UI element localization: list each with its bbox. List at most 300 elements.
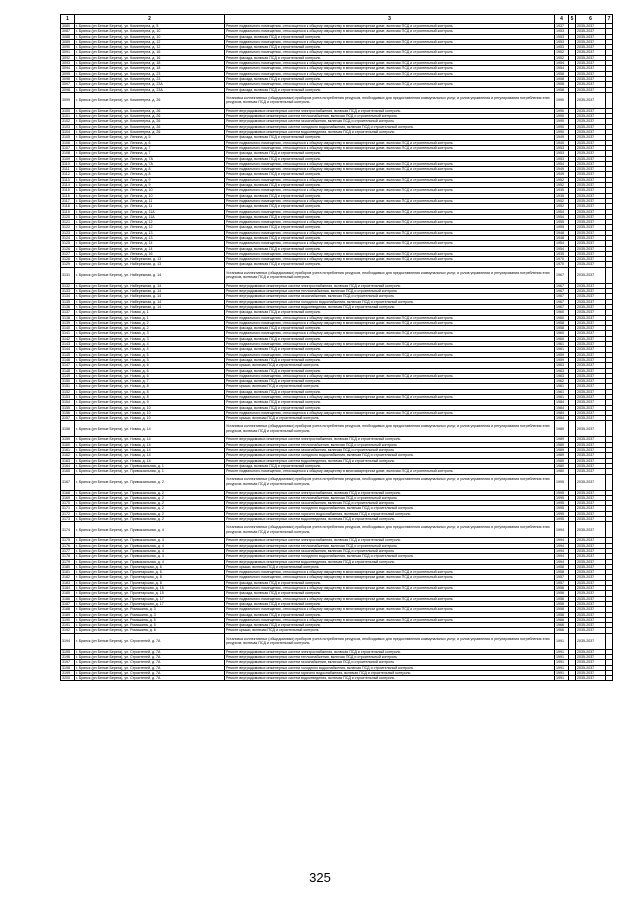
period-cell: 2035-2037: [576, 156, 606, 161]
work-type-cell: Ремонт внутридомовых инженерных систем холодного водоснабжения, включая ПСД и строительный контроль: [225, 665, 555, 670]
work-type-cell: Ремонт фасада, включая ПСД и строительный контроль: [225, 34, 555, 39]
period-cell: 2035-2037: [576, 262, 606, 267]
address-cell: г. Брянск (рп Белые Берега), ул. Привокзальная, д. 1: [75, 463, 225, 468]
period-cell: 2035-2037: [576, 209, 606, 214]
year-cell: 1960: [555, 336, 569, 341]
address-cell: г. Брянск (рп Белые Берега), ул. Коминтерна, д. 23А: [75, 82, 225, 87]
year-cell: 1957: [555, 580, 569, 585]
row-number-cell: 3181: [61, 570, 75, 575]
address-cell: г. Брянск (рп Белые Берега), ул. Новая, д. 14: [75, 421, 225, 437]
year-cell: 1984: [555, 400, 569, 405]
header-cell: 6: [576, 15, 606, 24]
header-cell: 7: [606, 15, 613, 24]
row-number-cell: 3169: [61, 495, 75, 500]
year-cell: 1960: [555, 315, 569, 320]
row-number-cell: 3152: [61, 389, 75, 394]
period-cell: 2035-2037: [576, 135, 606, 140]
period-cell: 2035-2037: [576, 357, 606, 362]
address-cell: г. Брянск (рп Белые Берега), ул. Новая, д. 3: [75, 336, 225, 341]
period-cell: 2035-2037: [576, 559, 606, 564]
work-type-cell: Ремонт фасада, включая ПСД и строительный контроль: [225, 405, 555, 410]
work-type-cell: Ремонт фасада, включая ПСД и строительный контроль: [225, 87, 555, 92]
year-cell: 1995: [555, 495, 569, 500]
row-number-cell: 3131: [61, 267, 75, 283]
address-cell: г. Брянск (рп Белые Берега), ул. Привокзальная, д. 2: [75, 501, 225, 506]
work-type-cell: Ремонт подвального помещения, относящегося к общему имуществу в многоквартирном доме, включая ПСД и строительный контроль: [225, 161, 555, 166]
period-cell: 2035-2037: [576, 591, 606, 596]
period-cell: 2035-2037: [576, 299, 606, 304]
work-type-cell: Ремонт подвального помещения, относящегося к общему имуществу в многоквартирном доме, включая ПСД и строительный контроль: [225, 586, 555, 591]
year-cell: 1952: [555, 55, 569, 60]
period-cell: 2035-2037: [576, 188, 606, 193]
address-cell: г. Брянск (рп Белые Берега), ул. Ленина, д. 10: [75, 188, 225, 193]
row-number-cell: 3156: [61, 410, 75, 415]
work-type-cell: Ремонт подвального помещения, относящегося к общему имуществу в многоквартирном доме, включая ПСД и строительный контроль: [225, 188, 555, 193]
empty-cell: [569, 92, 576, 108]
year-cell: 1967: [555, 289, 569, 294]
work-type-cell: Ремонт внутридомовых инженерных систем газоснабжения, включая ПСД и строительный контроль: [225, 448, 555, 453]
address-cell: г. Брянск (рп Белые Берега), ул. Новая, д. 1: [75, 315, 225, 320]
work-type-cell: Ремонт подвального помещения, относящегося к общему имуществу в многоквартирном доме, включая ПСД и строительный контроль: [225, 24, 555, 29]
work-type-cell: Ремонт фасада, включая ПСД и строительный контроль: [225, 204, 555, 209]
period-cell: 2035-2037: [576, 225, 606, 230]
period-cell: 2035-2037: [576, 448, 606, 453]
address-cell: г. Брянск (рп Белые Берега), ул. Набережная, д. 14: [75, 283, 225, 288]
address-cell: г. Брянск (рп Белые Берега), ул. Коминтерна, д. 23А: [75, 87, 225, 92]
row-number-cell: 3112: [61, 172, 75, 177]
year-cell: 1970: [555, 257, 569, 262]
row-number-cell: 3142: [61, 336, 75, 341]
address-cell: г. Брянск (рп Белые Берега), ул. Коминтерна, д. 12: [75, 39, 225, 44]
row-number-cell: 3109: [61, 156, 75, 161]
work-type-cell: Ремонт внутридомовых инженерных систем холодного водоснабжения, включая ПСД и строительный контроль: [225, 506, 555, 511]
address-cell: г. Брянск (рп Белые Берега), ул. Ленина, д. 7А: [75, 161, 225, 166]
address-cell: г. Брянск (рп Белые Берега), ул. Ленина, д. 8: [75, 167, 225, 172]
row-number-cell: 3099: [61, 92, 75, 108]
year-cell: 1995: [555, 490, 569, 495]
address-cell: г. Брянск (рп Белые Берега), ул. Ленина, д. 11А: [75, 209, 225, 214]
row-number-cell: 3124: [61, 235, 75, 240]
period-cell: 2035-2037: [576, 92, 606, 108]
work-type-cell: Ремонт фасада, включая ПСД и строительный контроль: [225, 135, 555, 140]
work-type-cell: Ремонт внутридомовых инженерных систем теплоснабжения, включая ПСД и строительный контроль: [225, 289, 555, 294]
period-cell: 2035-2037: [576, 108, 606, 113]
work-type-cell: Ремонт фасада, включая ПСД и строительный контроль: [225, 357, 555, 362]
address-cell: г. Брянск (рп Белые Берега), ул. Новая, д. 14: [75, 453, 225, 458]
row-number-cell: 3186: [61, 596, 75, 601]
year-cell: 1990: [555, 119, 569, 124]
address-cell: г. Брянск (рп Белые Берега), ул. Привокзальная, д. 4: [75, 548, 225, 553]
work-type-cell: Установка коллективных (общедомовых) приборов учета потребления ресурсов, необходимых для предоставления коммунальных услуг, и узлов управления и регулирования потребления этих ресурсов, включая ПСД и строительный контроль: [225, 633, 555, 649]
row-number-cell: 3104: [61, 130, 75, 135]
year-cell: 1980: [555, 463, 569, 468]
empty-cell: [606, 474, 613, 490]
period-cell: 2035-2037: [576, 145, 606, 150]
row-number-cell: 3148: [61, 368, 75, 373]
period-cell: 2035-2037: [576, 389, 606, 394]
work-type-cell: Ремонт внутридомовых инженерных систем газоснабжения, включая ПСД и строительный контроль: [225, 548, 555, 553]
address-cell: г. Брянск (рп Белые Берега), ул. Ромашина, д. 3: [75, 607, 225, 612]
row-number-cell: 3199: [61, 670, 75, 675]
year-cell: 1958: [555, 570, 569, 575]
year-cell: 1967: [555, 299, 569, 304]
period-cell: 2035-2037: [576, 119, 606, 124]
address-cell: г. Брянск (рп Белые Берега), ул. Коминтерна, д. 16: [75, 55, 225, 60]
period-cell: 2035-2037: [576, 458, 606, 463]
work-type-cell: Ремонт фасада, включая ПСД и строительный контроль: [225, 55, 555, 60]
period-cell: 2035-2037: [576, 315, 606, 320]
empty-cell: [606, 522, 613, 538]
period-cell: 2035-2037: [576, 198, 606, 203]
work-type-cell: Ремонт внутридомовых инженерных систем электроснабжения, включая ПСД и строительный контроль: [225, 108, 555, 113]
address-cell: г. Брянск (рп Белые Берега), ул. Ленина, д. 6: [75, 140, 225, 145]
work-type-cell: Ремонт подвального помещения, относящегося к общему имуществу в многоквартирном доме, включая ПСД и строительный контроль: [225, 140, 555, 145]
row-number-cell: 3118: [61, 204, 75, 209]
row-number-cell: 3139: [61, 320, 75, 325]
address-cell: г. Брянск (рп Белые Берега), ул. Набережная, д. 13: [75, 262, 225, 267]
period-cell: 2035-2037: [576, 654, 606, 659]
address-cell: г. Брянск (рп Белые Берега), ул. Ромашина, д. 5: [75, 623, 225, 628]
address-cell: г. Брянск (рп Белые Берега), ул. Новая, д. 10: [75, 416, 225, 421]
row-number-cell: 3100: [61, 108, 75, 113]
year-cell: 1953: [555, 156, 569, 161]
period-cell: 2035-2037: [576, 310, 606, 315]
header-row: [61, 15, 613, 24]
row-number-cell: 3159: [61, 437, 75, 442]
year-cell: 1991: [555, 649, 569, 654]
empty-cell: [606, 92, 613, 108]
row-number-cell: 3137: [61, 310, 75, 315]
row-number-cell: 3089: [61, 39, 75, 44]
period-cell: 2035-2037: [576, 596, 606, 601]
period-cell: 2035-2037: [576, 649, 606, 654]
year-cell: 1954: [555, 246, 569, 251]
period-cell: 2035-2037: [576, 421, 606, 437]
address-cell: г. Брянск (рп Белые Берега), ул. Коминтерна, д. 23: [75, 76, 225, 81]
year-cell: 1952: [555, 198, 569, 203]
year-cell: 1962: [555, 379, 569, 384]
row-number-cell: 3143: [61, 342, 75, 347]
work-type-cell: Ремонт фасада, включая ПСД и строительный контроль: [225, 623, 555, 628]
address-cell: г. Брянск (рп Белые Берега), ул. Набережная, д. 14: [75, 294, 225, 299]
year-cell: 1970: [555, 262, 569, 267]
work-type-cell: Ремонт внутридомовых инженерных систем холодного водоснабжения, включая ПСД и строительный контроль: [225, 453, 555, 458]
row-number-cell: 3185: [61, 591, 75, 596]
period-cell: 2035-2037: [576, 612, 606, 617]
row-number-cell: 3119: [61, 209, 75, 214]
period-cell: 2035-2037: [576, 50, 606, 55]
work-type-cell: Ремонт фасада, включая ПСД и строительный контроль: [225, 389, 555, 394]
period-cell: 2035-2037: [576, 342, 606, 347]
header-cell: 1: [61, 15, 75, 24]
work-type-cell: Ремонт подвального помещения, относящегося к общему имуществу в многоквартирном доме, включая ПСД и строительный контроль: [225, 230, 555, 235]
work-type-cell: Ремонт подвального помещения, относящегося к общему имуществу в многоквартирном доме, включая ПСД и строительный контроль: [225, 251, 555, 256]
period-cell: 2035-2037: [576, 379, 606, 384]
period-cell: 2035-2037: [576, 676, 606, 681]
address-cell: г. Брянск (рп Белые Берега), ул. Ленина, д. 11: [75, 204, 225, 209]
period-cell: 2035-2037: [576, 554, 606, 559]
work-type-cell: Ремонт фасада, включая ПСД и строительный контроль: [225, 347, 555, 352]
address-cell: г. Брянск (рп Белые Берега), ул. Ленина, д. 9: [75, 177, 225, 182]
period-cell: 2035-2037: [576, 267, 606, 283]
row-number-cell: 3172: [61, 511, 75, 516]
address-cell: г. Брянск (рп Белые Берега), ул. Коминтерна, д. 5: [75, 24, 225, 29]
row-number-cell: 3135: [61, 299, 75, 304]
address-cell: г. Брянск (рп Белые Берега), ул. Строителей, д. 7А: [75, 665, 225, 670]
address-cell: г. Брянск (рп Белые Берега), ул. Пролетарская, д. 8: [75, 575, 225, 580]
work-type-cell: Ремонт внутридомовых инженерных систем электроснабжения, включая ПСД и строительный контроль: [225, 649, 555, 654]
period-cell: 2035-2037: [576, 628, 606, 633]
work-type-cell: Ремонт фасада, включая ПСД и строительный контроль: [225, 225, 555, 230]
year-cell: 1949: [555, 172, 569, 177]
year-cell: 1954: [555, 161, 569, 166]
address-cell: г. Брянск (рп Белые Берега), ул. Привокзальная, д. 4: [75, 543, 225, 548]
period-cell: 2035-2037: [576, 522, 606, 538]
year-cell: 1954: [555, 214, 569, 219]
row-number-cell: 3126: [61, 246, 75, 251]
period-cell: 2035-2037: [576, 442, 606, 447]
address-cell: г. Брянск (рп Белые Берега), ул. Пролетарская, д. 15: [75, 591, 225, 596]
work-type-cell: Ремонт фасада, включая ПСД и строительный контроль: [225, 336, 555, 341]
year-cell: 1956: [555, 601, 569, 606]
address-cell: г. Брянск (рп Белые Берега), ул. Ленина, д. 7: [75, 151, 225, 156]
period-cell: 2035-2037: [576, 453, 606, 458]
work-type-cell: Ремонт внутридомовых инженерных систем электроснабжения, включая ПСД и строительный контроль: [225, 538, 555, 543]
row-number-cell: 3091: [61, 50, 75, 55]
address-cell: г. Брянск (рп Белые Берега), ул. Коминтерна, д. 10: [75, 29, 225, 34]
row-number-cell: 3192: [61, 628, 75, 633]
year-cell: 1994: [555, 548, 569, 553]
year-cell: 1948: [555, 235, 569, 240]
row-number-cell: 3117: [61, 198, 75, 203]
work-type-cell: Ремонт подвального помещения, относящегося к общему имуществу в многоквартирном доме, включая ПСД и строительный контроль: [225, 29, 555, 34]
address-cell: г. Брянск (рп Белые Берега), ул. Новая, д. 6: [75, 373, 225, 378]
period-cell: 2035-2037: [576, 543, 606, 548]
row-number-cell: 3101: [61, 114, 75, 119]
address-cell: г. Брянск (рп Белые Берега), ул. Набережная, д. 14: [75, 304, 225, 309]
work-type-cell: Ремонт подвального помещения, относящегося к общему имуществу в многоквартирном доме, включая ПСД и строительный контроль: [225, 66, 555, 71]
period-cell: 2035-2037: [576, 257, 606, 262]
work-type-cell: Ремонт подвального помещения, относящегося к общему имуществу в многоквартирном доме, включая ПСД и строительный контроль: [225, 352, 555, 357]
year-cell: 1952: [555, 204, 569, 209]
address-cell: г. Брянск (рп Белые Берега), ул. Новая, д. 2: [75, 326, 225, 331]
work-type-cell: Ремонт фасада, включая ПСД и строительный контроль: [225, 214, 555, 219]
year-cell: 1935: [555, 188, 569, 193]
year-cell: 1989: [555, 442, 569, 447]
row-number-cell: 3164: [61, 463, 75, 468]
period-cell: 2035-2037: [576, 474, 606, 490]
empty-cell: [569, 522, 576, 538]
empty-cell: [569, 474, 576, 490]
address-cell: г. Брянск (рп Белые Берега), ул. Привокзальная, д. 4: [75, 554, 225, 559]
period-cell: 2035-2037: [576, 66, 606, 71]
row-number-cell: 3155: [61, 405, 75, 410]
period-cell: 2035-2037: [576, 235, 606, 240]
address-cell: г. Брянск (рп Белые Берега), ул. Строителей, д. 7А: [75, 670, 225, 675]
work-type-cell: Установка коллективных (общедомовых) приборов учета потребления ресурсов, необходимых для предоставления коммунальных услуг, и узлов управления и регулирования потребления этих ресурсов, включая ПСД и строительный контроль: [225, 92, 555, 108]
year-cell: 1958: [555, 82, 569, 87]
work-type-cell: Ремонт фасада, включая ПСД и строительный контроль: [225, 580, 555, 585]
work-type-cell: Ремонт фасада, включая ПСД и строительный контроль: [225, 193, 555, 198]
work-type-cell: Ремонт подвального помещения, относящегося к общему имуществу в многоквартирном доме, включая ПСД и строительный контроль: [225, 320, 555, 325]
period-cell: 2035-2037: [576, 336, 606, 341]
period-cell: 2035-2037: [576, 304, 606, 309]
address-cell: г. Брянск (рп Белые Берега), ул. Привокзальная, д. 4: [75, 522, 225, 538]
row-number-cell: 3106: [61, 140, 75, 145]
work-type-cell: Ремонт фасада, включая ПСД и строительный контроль: [225, 45, 555, 50]
year-cell: 1958: [555, 564, 569, 569]
work-type-cell: Ремонт подвального помещения, относящегося к общему имуществу в многоквартирном доме, включая ПСД и строительный контроль: [225, 575, 555, 580]
work-type-cell: Ремонт внутридомовых инженерных систем холодного водоснабжения, включая ПСД и строительный контроль: [225, 299, 555, 304]
work-type-cell: Ремонт подвального помещения, относящегося к общему имуществу в многоквартирном доме, включая ПСД и строительный контроль: [225, 315, 555, 320]
period-cell: 2035-2037: [576, 623, 606, 628]
address-cell: г. Брянск (рп Белые Берега), ул. Набережная, д. 14: [75, 267, 225, 283]
row-number-cell: 3151: [61, 384, 75, 389]
year-cell: 1984: [555, 405, 569, 410]
period-cell: 2035-2037: [576, 241, 606, 246]
year-cell: 1937: [555, 24, 569, 29]
year-cell: 1995: [555, 506, 569, 511]
address-cell: г. Брянск (рп Белые Берега), ул. Ромашина, д. 5: [75, 617, 225, 622]
header-cell: 2: [75, 15, 225, 24]
period-cell: 2035-2037: [576, 251, 606, 256]
year-cell: 1990: [555, 114, 569, 119]
row-number-cell: 3125: [61, 241, 75, 246]
address-cell: г. Брянск (рп Белые Берега), ул. Новая, д. 4: [75, 342, 225, 347]
address-cell: г. Брянск (рп Белые Берега), ул. Ромашина, д. 6: [75, 628, 225, 633]
work-type-cell: Ремонт внутридомовых инженерных систем водоотведения, включая ПСД и строительный контроль: [225, 458, 555, 463]
year-cell: 1994: [555, 538, 569, 543]
row-number-cell: 3132: [61, 283, 75, 288]
row-number-cell: 3107: [61, 145, 75, 150]
address-cell: г. Брянск (рп Белые Берега), ул. Строителей, д. 7А: [75, 633, 225, 649]
period-cell: 2035-2037: [576, 506, 606, 511]
row-number-cell: 3098: [61, 87, 75, 92]
address-cell: г. Брянск (рп Белые Берега), ул. Новая, д. 6: [75, 368, 225, 373]
row-number-cell: 3141: [61, 331, 75, 336]
work-type-cell: Ремонт внутридомовых инженерных систем газоснабжения, включая ПСД и строительный контроль: [225, 501, 555, 506]
row-number-cell: 3189: [61, 612, 75, 617]
repair-program-table: [60, 14, 613, 681]
address-cell: г. Брянск (рп Белые Берега), ул. Коминтерна, д. 10: [75, 34, 225, 39]
period-cell: 2035-2037: [576, 230, 606, 235]
row-number-cell: 3171: [61, 506, 75, 511]
address-cell: г. Брянск (рп Белые Берега), ул. Новая, д. 3: [75, 331, 225, 336]
year-cell: 1966: [555, 628, 569, 633]
row-number-cell: 3127: [61, 251, 75, 256]
address-cell: г. Брянск (рп Белые Берега), ул. Набережная, д. 13: [75, 257, 225, 262]
year-cell: 1990: [555, 92, 569, 108]
year-cell: 1956: [555, 591, 569, 596]
work-type-cell: Ремонт фасада, включая ПСД и строительный контроль: [225, 400, 555, 405]
row-number-cell: 3161: [61, 448, 75, 453]
period-cell: 2035-2037: [576, 183, 606, 188]
work-type-cell: Ремонт фасада, включая ПСД и строительный контроль: [225, 156, 555, 161]
row-number-cell: 3105: [61, 135, 75, 140]
period-cell: 2035-2037: [576, 368, 606, 373]
year-cell: 1958: [555, 87, 569, 92]
work-type-cell: Ремонт подвального помещения, относящегося к общему имуществу в многоквартирном доме, включая ПСД и строительный контроль: [225, 145, 555, 150]
year-cell: 1953: [555, 29, 569, 34]
work-type-cell: Ремонт фасада, включая ПСД и строительный контроль: [225, 601, 555, 606]
address-cell: г. Брянск (рп Белые Берега), ул. Пролетарская, д. 8: [75, 580, 225, 585]
period-cell: 2035-2037: [576, 575, 606, 580]
address-cell: г. Брянск (рп Белые Берега), ул. Ленина, д. 14: [75, 241, 225, 246]
period-cell: 2035-2037: [576, 405, 606, 410]
period-cell: 2035-2037: [576, 34, 606, 39]
row-number-cell: 3129: [61, 262, 75, 267]
work-type-cell: Ремонт внутридомовых инженерных систем электроснабжения, включая ПСД и строительный контроль: [225, 437, 555, 442]
period-cell: 2035-2037: [576, 511, 606, 516]
year-cell: 1956: [555, 596, 569, 601]
work-type-cell: Ремонт подвального помещения, относящегося к общему имуществу в многоквартирном доме, включая ПСД и строительный контроль: [225, 469, 555, 474]
year-cell: 1940: [555, 140, 569, 145]
row-number-cell: 3102: [61, 119, 75, 124]
work-type-cell: Ремонт крыши, включая ПСД и строительный контроль: [225, 416, 555, 421]
period-cell: 2035-2037: [576, 45, 606, 50]
address-cell: г. Брянск (рп Белые Берега), ул. Новая, д. 14: [75, 458, 225, 463]
work-type-cell: Ремонт подвального помещения, относящегося к общему имуществу в многоквартирном доме, включая ПСД и строительный контроль: [225, 342, 555, 347]
address-cell: г. Брянск (рп Белые Берега), ул. Пролетарская, д. 6: [75, 570, 225, 575]
work-type-cell: Ремонт подвального помещения, относящегося к общему имуществу в многоквартирном доме, включая ПСД и строительный контроль: [225, 395, 555, 400]
period-cell: 2035-2037: [576, 204, 606, 209]
work-type-cell: Ремонт фасада, включая ПСД и строительный контроль: [225, 368, 555, 373]
row-number-cell: 3103: [61, 124, 75, 129]
year-cell: 1961: [555, 384, 569, 389]
period-cell: 2035-2037: [576, 548, 606, 553]
row-number-cell: 3180: [61, 564, 75, 569]
period-cell: 2035-2037: [576, 373, 606, 378]
row-number-cell: 3146: [61, 357, 75, 362]
address-cell: г. Брянск (рп Белые Берега), ул. Ленина, д. 16: [75, 251, 225, 256]
period-cell: 2035-2037: [576, 617, 606, 622]
row-number-cell: 3147: [61, 363, 75, 368]
address-cell: г. Брянск (рп Белые Берега), ул. Ленина, д. 5: [75, 135, 225, 140]
row-number-cell: 3178: [61, 554, 75, 559]
address-cell: г. Брянск (рп Белые Берега), ул. Привокзальная, д. 2: [75, 517, 225, 522]
document-table-wrapper: [60, 14, 612, 681]
address-cell: г. Брянск (рп Белые Берега), ул. Пролетарская, д. 6: [75, 564, 225, 569]
work-type-cell: Ремонт внутридомовых инженерных систем электроснабжения, включая ПСД и строительный контроль: [225, 283, 555, 288]
period-cell: 2035-2037: [576, 151, 606, 156]
period-cell: 2035-2037: [576, 601, 606, 606]
row-number-cell: 3176: [61, 543, 75, 548]
period-cell: 2035-2037: [576, 167, 606, 172]
address-cell: г. Брянск (рп Белые Берега), ул. Ленина, д. 7А: [75, 156, 225, 161]
year-cell: 1990: [555, 108, 569, 113]
work-type-cell: Ремонт крыши, включая ПСД и строительный контроль: [225, 628, 555, 633]
year-cell: 1961: [555, 347, 569, 352]
row-number-cell: 3168: [61, 490, 75, 495]
row-number-cell: 3134: [61, 294, 75, 299]
work-type-cell: Ремонт фасада, включая ПСД и строительный контроль: [225, 326, 555, 331]
period-cell: 2035-2037: [576, 326, 606, 331]
period-cell: 2035-2037: [576, 71, 606, 76]
work-type-cell: Ремонт крыши, включая ПСД и строительный контроль: [225, 564, 555, 569]
row-number-cell: 3150: [61, 379, 75, 384]
period-cell: 2035-2037: [576, 538, 606, 543]
address-cell: г. Брянск (рп Белые Берега), ул. Коминтерна, д. 26: [75, 124, 225, 129]
work-type-cell: Ремонт внутридомовых инженерных систем горячего водоснабжения, включая ПСД и строительный контроль: [225, 670, 555, 675]
row-number-cell: 3183: [61, 580, 75, 585]
work-type-cell: Ремонт фасада, включая ПСД и строительный контроль: [225, 151, 555, 156]
period-cell: 2035-2037: [576, 416, 606, 421]
empty-cell: [606, 421, 613, 437]
year-cell: 1961: [555, 342, 569, 347]
address-cell: г. Брянск (рп Белые Берега), ул. Набережная, д. 14: [75, 289, 225, 294]
address-cell: г. Брянск (рп Белые Берега), ул. Строителей, д. 7А: [75, 660, 225, 665]
year-cell: 1967: [555, 304, 569, 309]
